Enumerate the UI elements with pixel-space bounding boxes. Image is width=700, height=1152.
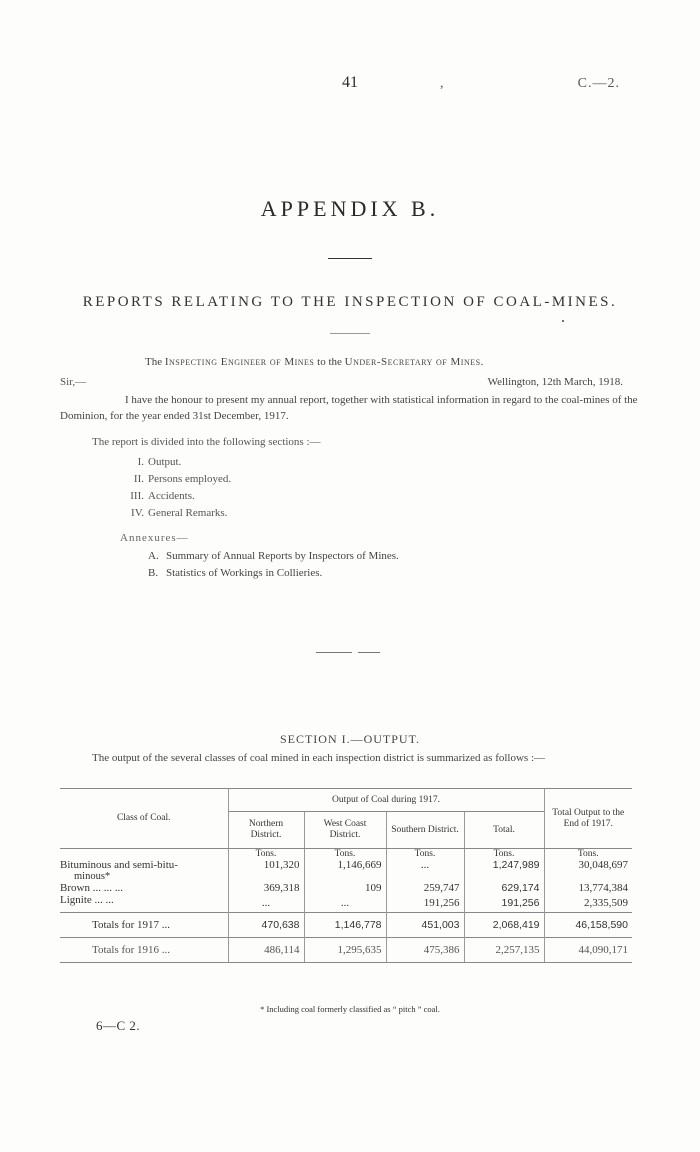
table-footnote: * Including coal formerly classified as “ pitch ” coal.: [260, 1004, 440, 1014]
table-cell: 2,335,509: [544, 894, 632, 913]
address-prefix: The: [145, 356, 163, 368]
row-label: Totals for 1916 ...: [60, 938, 228, 963]
section-item: III. Accidents.: [130, 490, 195, 502]
annexure-item: B. Statistics of Workings in Collieries.: [148, 567, 323, 579]
header-mark: ,: [440, 76, 444, 91]
report-subtitle: REPORTS RELATING TO THE INSPECTION OF COAL-MINES.: [82, 294, 618, 310]
class-header: Class of Coal.: [60, 789, 228, 849]
address-from: Inspecting Engineer of Mines: [164, 356, 315, 368]
unit-label: Tons.: [544, 849, 632, 860]
totals-1917-row: [60, 913, 632, 938]
section-item: I. Output.: [137, 456, 182, 468]
table-row: [60, 859, 632, 871]
table-cell: 259,747: [386, 882, 464, 894]
group-header: Output of Coal during 1917.: [228, 789, 544, 812]
west-coast-header: West Coast District.: [304, 812, 386, 849]
section-divider: [358, 652, 380, 653]
table-cell: 1,295,635: [304, 938, 386, 963]
table-cell: 2,068,419: [464, 913, 544, 938]
section-heading: SECTION I.—OUTPUT.: [279, 732, 421, 746]
section-item: II. Persons employed.: [133, 473, 232, 485]
unit-label: Tons.: [386, 849, 464, 860]
row-label-continued: minous*: [74, 871, 111, 882]
table-cell: 2,257,135: [464, 938, 544, 963]
letter-body: I have the honour to present my annual report, together with statistical information in regard to the coal-mines of the Dominion, for the year ended 31st December, 1917.: [60, 394, 638, 422]
table-cell: 369,318: [228, 882, 304, 894]
salutation: Sir,—: [60, 376, 87, 388]
table-cell: ...: [228, 894, 304, 913]
table-cell: 451,003: [386, 913, 464, 938]
annexures-heading: Annexures—: [120, 532, 189, 544]
row-label: Bituminous and semi-bitu-: [60, 859, 178, 871]
table-cell: 109: [304, 882, 386, 894]
total-header: Total.: [464, 812, 544, 849]
table-cell: 30,048,697: [544, 859, 632, 871]
table-row: [60, 882, 632, 894]
annexure-item: A. Summary of Annual Reports by Inspectors of Mines.: [148, 550, 399, 562]
table-cell: 1,146,669: [304, 859, 386, 871]
sections-list: [120, 454, 231, 522]
table-cell: 470,638: [228, 913, 304, 938]
table-cell: 475,386: [386, 938, 464, 963]
table-cell: 486,114: [228, 938, 304, 963]
table-row: [60, 871, 632, 882]
title-rule: [328, 258, 372, 259]
section-item: IV. General Remarks.: [131, 507, 228, 519]
row-label: Lignite ... ...: [60, 894, 114, 906]
subtitle-rule: [330, 333, 370, 334]
table-cell: 13,774,384: [544, 882, 632, 894]
northern-header: Northern District.: [228, 812, 304, 849]
table-cell: 191,256: [464, 894, 544, 913]
table-cell: 629,174: [464, 882, 544, 894]
total-output-header: Total Output to the End of 1917.: [544, 789, 632, 849]
letter-address: [145, 356, 484, 368]
table-cell: 1,247,989: [464, 859, 544, 871]
row-label: Brown ... ... ...: [60, 882, 123, 894]
output-paragraph: The output of the several classes of coal mined in each inspection district is summarized as follows :—: [92, 752, 546, 764]
table-cell: ...: [386, 859, 464, 871]
table-cell: 1,146,778: [304, 913, 386, 938]
unit-label: Tons.: [304, 849, 386, 860]
table-cell: ...: [304, 894, 386, 913]
address-mid: to the: [317, 356, 342, 368]
document-reference: C.—2.: [577, 76, 620, 91]
page-number: 41: [342, 74, 358, 91]
stray-mark: [562, 320, 564, 322]
annexures-list: [148, 548, 399, 582]
row-label: Totals for 1917 ...: [60, 913, 228, 938]
address-to: Under-Secretary of Mines.: [344, 356, 484, 368]
place-date: Wellington, 12th March, 1918.: [487, 376, 623, 388]
table-cell: 101,320: [228, 859, 304, 871]
table-cell: 191,256: [386, 894, 464, 913]
page-signature: 6—C 2.: [96, 1018, 141, 1033]
table-cell: 46,158,590: [544, 913, 632, 938]
table-row: [60, 894, 632, 913]
unit-label: Tons.: [464, 849, 544, 860]
coal-output-table: [60, 788, 632, 963]
totals-1916-row: [60, 938, 632, 963]
unit-label: Tons.: [228, 849, 304, 860]
table-cell: 44,090,171: [544, 938, 632, 963]
sections-intro: The report is divided into the following sections :—: [92, 436, 321, 448]
southern-header: Southern District.: [386, 812, 464, 849]
section-divider: [316, 652, 352, 653]
appendix-title: APPENDIX B.: [260, 196, 440, 221]
